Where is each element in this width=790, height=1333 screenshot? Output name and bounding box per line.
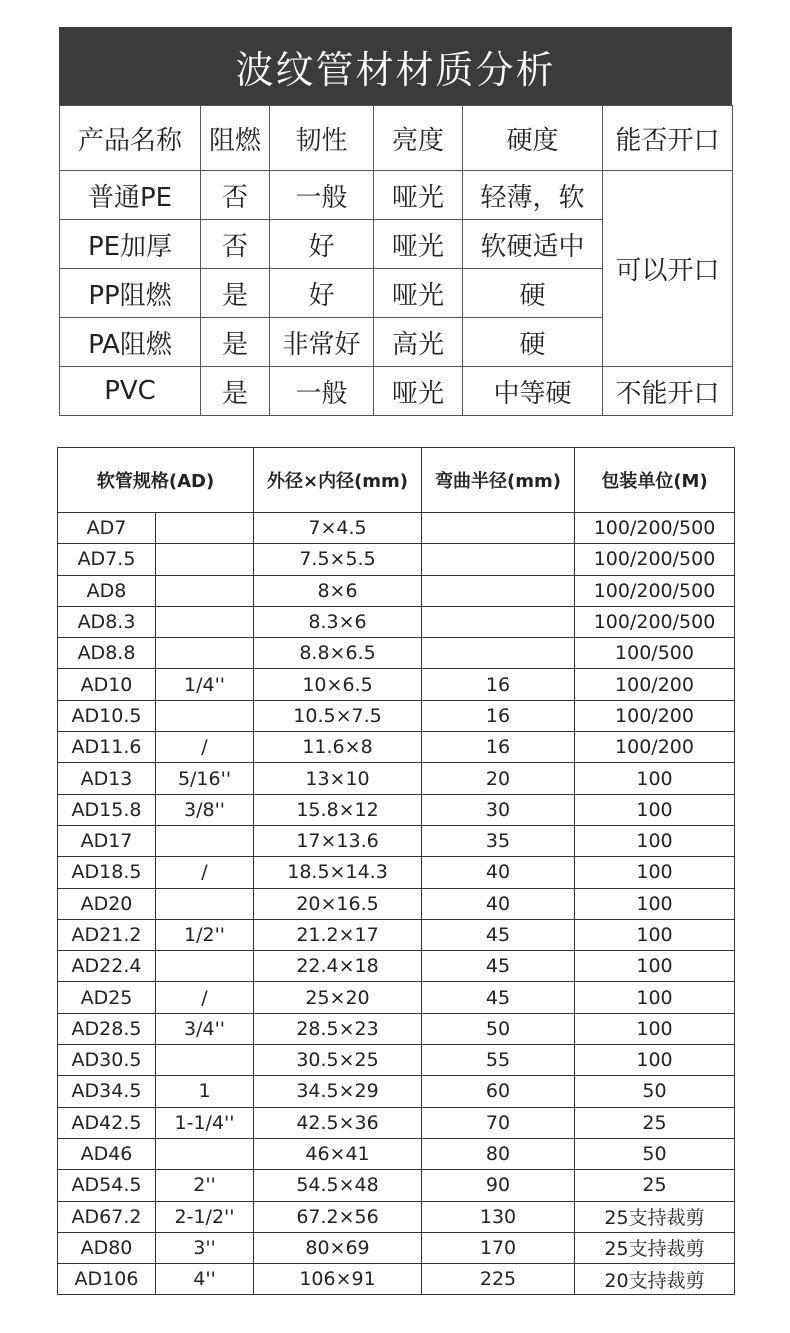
material-cell: 硬: [463, 269, 603, 318]
spec-row: [58, 1201, 735, 1232]
spec-cell: [156, 888, 254, 919]
spec-cell: 3'': [156, 1232, 254, 1263]
spec-cell: 40: [422, 888, 575, 919]
spec-cell: [156, 638, 254, 669]
spec-row: [58, 669, 735, 700]
spec-row: [58, 513, 735, 544]
spec-cell: AD25: [58, 982, 156, 1013]
material-row: [60, 367, 733, 416]
material-cell: 哑光: [374, 220, 463, 269]
spec-cell: 35: [422, 825, 575, 856]
spec-cell: AD15.8: [58, 794, 156, 825]
spec-row: [58, 763, 735, 794]
spec-cell: 100: [575, 763, 735, 794]
material-header-cell: 阻燃: [201, 106, 270, 171]
spec-cell: 100: [575, 1045, 735, 1076]
spec-cell: 67.2×56: [254, 1201, 422, 1232]
spec-cell: 1: [156, 1076, 254, 1107]
spec-cell: AD17: [58, 825, 156, 856]
spec-header-cell: 外径×内径(mm): [254, 448, 422, 513]
spec-cell: 20: [422, 763, 575, 794]
spec-cell: 25: [575, 1170, 735, 1201]
material-header-cell: 亮度: [374, 106, 463, 171]
spec-cell: 45: [422, 919, 575, 950]
spec-cell: 80×69: [254, 1232, 422, 1263]
spec-cell: 2-1/2'': [156, 1201, 254, 1232]
spec-cell: /: [156, 732, 254, 763]
spec-cell: 1/4'': [156, 669, 254, 700]
material-cell: PE加厚: [60, 220, 201, 269]
spec-cell: [156, 606, 254, 637]
spec-cell: 25×20: [254, 982, 422, 1013]
spec-cell: 34.5×29: [254, 1076, 422, 1107]
spec-cell: 18.5×14.3: [254, 857, 422, 888]
spec-cell: [156, 575, 254, 606]
material-header-row: [60, 106, 733, 171]
material-cell: 哑光: [374, 367, 463, 416]
spec-cell: 25支持裁剪: [575, 1201, 735, 1232]
spec-cell: [422, 638, 575, 669]
spec-cell: [156, 1045, 254, 1076]
material-cell: 否: [201, 171, 270, 220]
material-cell: PP阻燃: [60, 269, 201, 318]
spec-cell: 10.5×7.5: [254, 700, 422, 731]
spec-row: [58, 606, 735, 637]
material-cell: 否: [201, 220, 270, 269]
spec-row: [58, 919, 735, 950]
spec-cell: 25: [575, 1107, 735, 1138]
material-header-cell: 产品名称: [60, 106, 201, 171]
spec-cell: 45: [422, 951, 575, 982]
spec-cell: 54.5×48: [254, 1170, 422, 1201]
spec-cell: [156, 1138, 254, 1169]
spec-row: [58, 1076, 735, 1107]
spec-cell: 30: [422, 794, 575, 825]
spec-cell: 7×4.5: [254, 513, 422, 544]
spec-cell: 1-1/4'': [156, 1107, 254, 1138]
spec-cell: AD10: [58, 669, 156, 700]
spec-row: [58, 794, 735, 825]
material-cell: 哑光: [374, 269, 463, 318]
spec-header-row: [58, 448, 735, 513]
spec-cell: [422, 544, 575, 575]
material-cell: 是: [201, 318, 270, 367]
material-cell: 好: [270, 220, 374, 269]
spec-cell: 16: [422, 732, 575, 763]
spec-cell: 100/200/500: [575, 575, 735, 606]
spec-cell: 100: [575, 951, 735, 982]
spec-header-cell: 软管规格(AD): [58, 448, 254, 513]
material-table: [59, 105, 733, 416]
spec-cell: 100/200: [575, 732, 735, 763]
spec-cell: 100: [575, 919, 735, 950]
spec-row: [58, 1232, 735, 1263]
spec-cell: [156, 513, 254, 544]
material-header-cell: 能否开口: [603, 106, 733, 171]
spec-cell: 55: [422, 1045, 575, 1076]
spec-cell: 90: [422, 1170, 575, 1201]
spec-cell: 100: [575, 825, 735, 856]
open-merged-cell: 可以开口: [603, 171, 733, 367]
spec-cell: 40: [422, 857, 575, 888]
spec-cell: 1/2'': [156, 919, 254, 950]
spec-cell: AD28.5: [58, 1013, 156, 1044]
spec-cell: AD7.5: [58, 544, 156, 575]
spec-cell: 100: [575, 888, 735, 919]
spec-cell: 20支持裁剪: [575, 1264, 735, 1295]
spec-row: [58, 1045, 735, 1076]
material-cell: 硬: [463, 318, 603, 367]
spec-cell: 100/200/500: [575, 606, 735, 637]
spec-row: [58, 544, 735, 575]
spec-cell: 100/200: [575, 669, 735, 700]
spec-section: [57, 447, 734, 1295]
spec-row: [58, 1138, 735, 1169]
material-cell: 是: [201, 269, 270, 318]
spec-cell: 20×16.5: [254, 888, 422, 919]
spec-row: [58, 1170, 735, 1201]
spec-cell: 46×41: [254, 1138, 422, 1169]
spec-cell: [422, 513, 575, 544]
spec-cell: 60: [422, 1076, 575, 1107]
spec-row: [58, 1264, 735, 1295]
material-cell: 普通PE: [60, 171, 201, 220]
spec-row: [58, 638, 735, 669]
spec-row: [58, 732, 735, 763]
material-cell: 软硬适中: [463, 220, 603, 269]
material-cell: PA阻燃: [60, 318, 201, 367]
spec-cell: /: [156, 857, 254, 888]
spec-cell: 5/16'': [156, 763, 254, 794]
spec-cell: 8.8×6.5: [254, 638, 422, 669]
material-cell: 哑光: [374, 171, 463, 220]
spec-cell: 11.6×8: [254, 732, 422, 763]
material-cell: 一般: [270, 171, 374, 220]
spec-header-cell: 包装单位(M): [575, 448, 735, 513]
spec-cell: 106×91: [254, 1264, 422, 1295]
spec-cell: AD67.2: [58, 1201, 156, 1232]
spec-cell: AD13: [58, 763, 156, 794]
spec-row: [58, 951, 735, 982]
material-table-title: 波纹管材材质分析: [59, 27, 732, 105]
spec-cell: 3/8'': [156, 794, 254, 825]
spec-cell: 3/4'': [156, 1013, 254, 1044]
spec-cell: 4'': [156, 1264, 254, 1295]
spec-row: [58, 1107, 735, 1138]
open-last-cell: 不能开口: [603, 367, 733, 416]
spec-cell: 50: [575, 1138, 735, 1169]
spec-cell: /: [156, 982, 254, 1013]
spec-cell: AD10.5: [58, 700, 156, 731]
spec-cell: 42.5×36: [254, 1107, 422, 1138]
spec-cell: AD11.6: [58, 732, 156, 763]
material-analysis-section: [59, 27, 732, 416]
spec-cell: 50: [422, 1013, 575, 1044]
spec-cell: AD30.5: [58, 1045, 156, 1076]
spec-cell: AD18.5: [58, 857, 156, 888]
spec-cell: 22.4×18: [254, 951, 422, 982]
spec-row: [58, 700, 735, 731]
spec-cell: 80: [422, 1138, 575, 1169]
spec-cell: AD46: [58, 1138, 156, 1169]
spec-cell: 100/200: [575, 700, 735, 731]
spec-cell: 8.3×6: [254, 606, 422, 637]
spec-cell: [156, 700, 254, 731]
spec-cell: AD7: [58, 513, 156, 544]
spec-cell: AD22.4: [58, 951, 156, 982]
spec-cell: [156, 951, 254, 982]
spec-cell: 100/500: [575, 638, 735, 669]
spec-table: [57, 447, 735, 1295]
spec-cell: [422, 575, 575, 606]
spec-cell: 17×13.6: [254, 825, 422, 856]
spec-cell: 50: [575, 1076, 735, 1107]
spec-row: [58, 982, 735, 1013]
spec-cell: 28.5×23: [254, 1013, 422, 1044]
spec-row: [58, 857, 735, 888]
spec-cell: AD20: [58, 888, 156, 919]
material-cell: 一般: [270, 367, 374, 416]
spec-cell: 10×6.5: [254, 669, 422, 700]
material-cell: 是: [201, 367, 270, 416]
spec-row: [58, 888, 735, 919]
spec-cell: 25支持裁剪: [575, 1232, 735, 1263]
spec-cell: [156, 825, 254, 856]
spec-cell: 16: [422, 669, 575, 700]
material-row: [60, 171, 733, 220]
spec-cell: AD42.5: [58, 1107, 156, 1138]
material-cell: 高光: [374, 318, 463, 367]
material-header-cell: 硬度: [463, 106, 603, 171]
spec-row: [58, 575, 735, 606]
spec-cell: 15.8×12: [254, 794, 422, 825]
spec-cell: 100: [575, 794, 735, 825]
spec-header-cell: 弯曲半径(mm): [422, 448, 575, 513]
spec-cell: 8×6: [254, 575, 422, 606]
material-header-cell: 韧性: [270, 106, 374, 171]
spec-cell: AD8: [58, 575, 156, 606]
spec-cell: 7.5×5.5: [254, 544, 422, 575]
spec-cell: AD8.3: [58, 606, 156, 637]
spec-cell: 100/200/500: [575, 544, 735, 575]
spec-cell: 70: [422, 1107, 575, 1138]
material-cell: PVC: [60, 367, 201, 416]
spec-cell: AD21.2: [58, 919, 156, 950]
spec-row: [58, 825, 735, 856]
spec-cell: [422, 606, 575, 637]
spec-cell: 45: [422, 982, 575, 1013]
spec-cell: AD34.5: [58, 1076, 156, 1107]
spec-cell: 100: [575, 982, 735, 1013]
material-cell: 中等硬: [463, 367, 603, 416]
spec-cell: 13×10: [254, 763, 422, 794]
spec-cell: AD106: [58, 1264, 156, 1295]
spec-cell: 100/200/500: [575, 513, 735, 544]
material-cell: 非常好: [270, 318, 374, 367]
spec-cell: 21.2×17: [254, 919, 422, 950]
spec-cell: [156, 544, 254, 575]
spec-cell: 2'': [156, 1170, 254, 1201]
spec-row: [58, 1013, 735, 1044]
spec-cell: 30.5×25: [254, 1045, 422, 1076]
spec-cell: AD8.8: [58, 638, 156, 669]
spec-cell: 225: [422, 1264, 575, 1295]
spec-cell: 130: [422, 1201, 575, 1232]
spec-cell: AD80: [58, 1232, 156, 1263]
material-cell: 好: [270, 269, 374, 318]
spec-cell: 170: [422, 1232, 575, 1263]
spec-cell: 16: [422, 700, 575, 731]
spec-cell: 100: [575, 857, 735, 888]
spec-cell: 100: [575, 1013, 735, 1044]
spec-cell: AD54.5: [58, 1170, 156, 1201]
material-cell: 轻薄，软: [463, 171, 603, 220]
